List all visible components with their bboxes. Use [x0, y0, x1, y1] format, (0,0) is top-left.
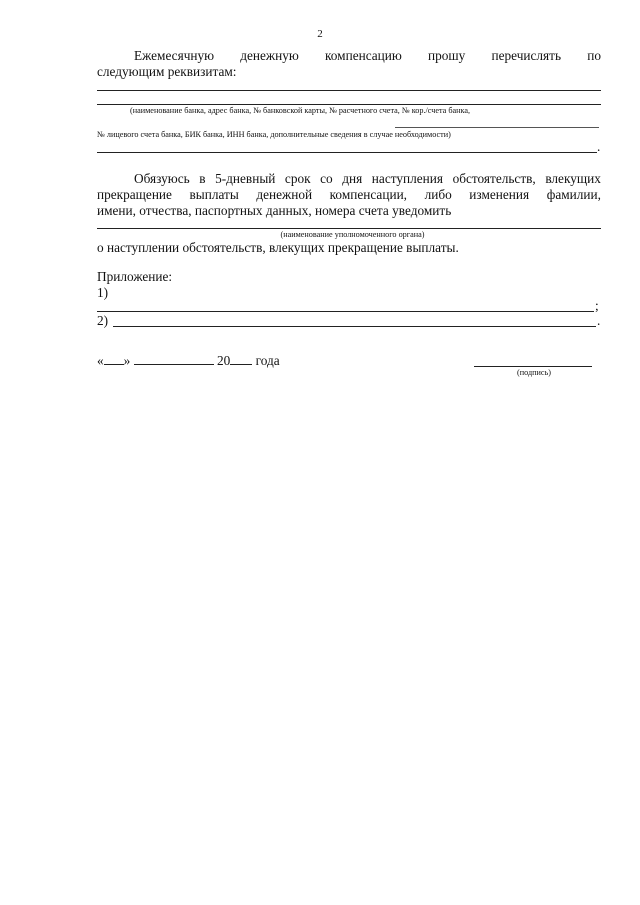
word: дня [342, 171, 363, 186]
signature-blank[interactable] [474, 366, 592, 367]
month-blank[interactable] [134, 353, 214, 365]
payment-line-2: следующим реквизитам: [97, 64, 237, 79]
word: фамилии, [546, 187, 601, 202]
word: либо [424, 187, 452, 202]
word: срок [284, 171, 311, 186]
attachment-2-label: 2) [97, 313, 109, 328]
obligation-line-2 [97, 187, 601, 203]
authority-caption-text: (наименование уполномоченного органа) [280, 230, 425, 239]
year-blank[interactable] [230, 353, 252, 365]
word: обстоятельств, [452, 171, 536, 186]
bank-details-blank-1[interactable] [97, 90, 601, 91]
date-line [97, 353, 280, 369]
attachment-1-label: 1) [97, 285, 109, 300]
word: наступления [371, 171, 444, 186]
authority-name-blank[interactable] [97, 228, 601, 229]
word: денежную [240, 48, 299, 63]
bank-details-blank-3[interactable] [395, 127, 599, 128]
word: влекущих [545, 171, 601, 186]
authority-caption [0, 230, 640, 240]
word: со [320, 171, 333, 186]
word: компенсацию [324, 48, 402, 63]
attachments-heading: Приложение: [97, 269, 173, 284]
quote-close: » [123, 353, 131, 368]
word: 5-дневный [215, 171, 276, 186]
bank-details-blank-4[interactable] [97, 152, 597, 153]
year-suffix: года [255, 353, 280, 368]
attachment-2-end: . [597, 313, 601, 328]
day-blank[interactable] [104, 353, 124, 365]
obligation-line-4: о наступлении обстоятельств, влекущих прекращение выплаты. [97, 240, 459, 255]
signature-caption: (подпись) [517, 368, 551, 377]
word: прекращение [97, 187, 172, 202]
payment-line-1 [97, 48, 601, 64]
word: Ежемесячную [134, 48, 215, 63]
attachment-1-blank[interactable] [97, 311, 594, 312]
word: изменения [469, 187, 530, 202]
bank-details-blank-2[interactable] [97, 104, 601, 105]
attachment-2-blank[interactable] [113, 326, 596, 327]
word: в [199, 171, 206, 186]
word: Обязуюсь [134, 171, 190, 186]
bank-details-caption-2: № лицевого счета банка, БИК банка, ИНН банка, дополнительные сведения в случае необходимости) [97, 130, 451, 139]
end-period: . [597, 139, 601, 154]
word: денежной [256, 187, 313, 202]
obligation-line-3: имени, отчества, паспортных данных, номера счета уведомить [97, 203, 452, 218]
quote-open: « [97, 353, 104, 368]
bank-details-caption-1: (наименование банка, адрес банка, № банковской карты, № расчетного счета, № кор./счета банка, [130, 106, 471, 115]
word: прошу [428, 48, 466, 63]
year-prefix: 20 [216, 353, 231, 368]
attachment-1-end: ; [595, 298, 599, 313]
word: перечислять [491, 48, 562, 63]
word: по [587, 48, 601, 63]
word: компенсации, [329, 187, 408, 202]
page-number: 2 [317, 28, 323, 40]
word: выплаты [189, 187, 239, 202]
obligation-line-1 [97, 171, 601, 187]
